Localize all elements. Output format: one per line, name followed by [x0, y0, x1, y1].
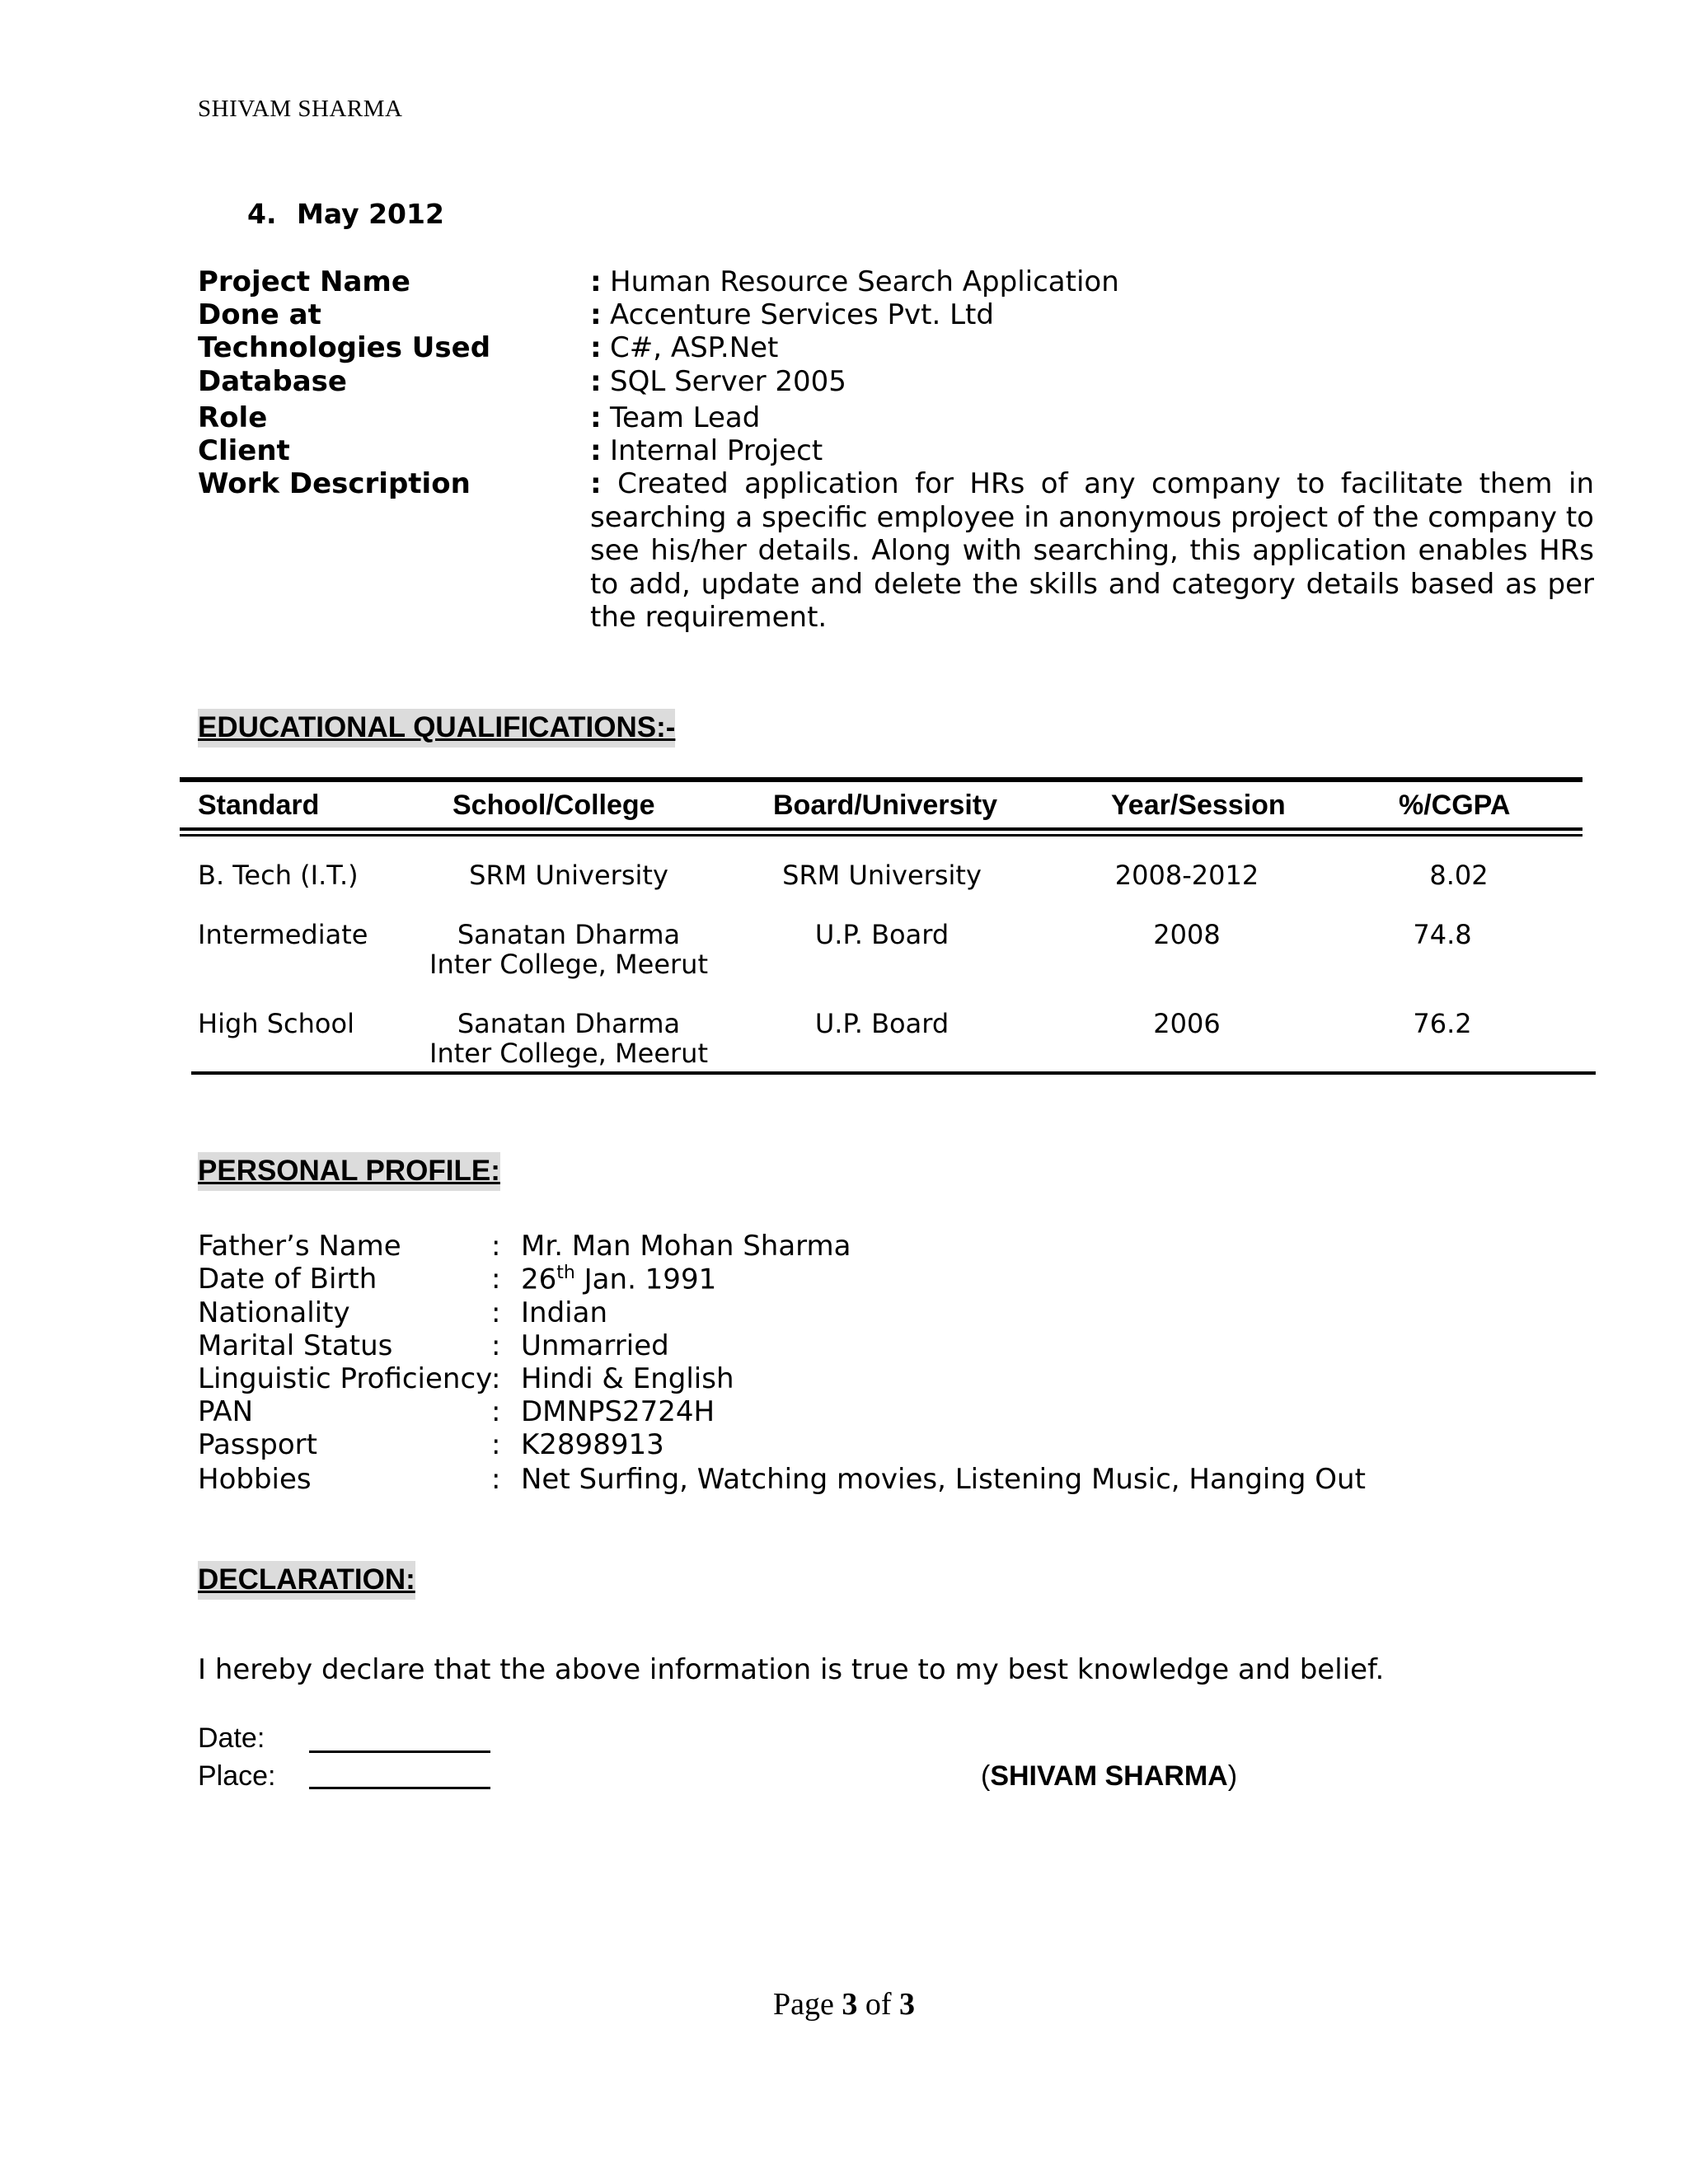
column-header-standard: Standard — [198, 790, 320, 821]
page-footer — [0, 1986, 1688, 2022]
profile-label: Passport — [198, 1428, 317, 1461]
cell-school-line1: SRM University — [469, 860, 668, 891]
date-line — [309, 1750, 490, 1753]
cell-school-line2: Inter College, Meerut — [429, 949, 708, 980]
project-description — [590, 467, 1594, 635]
cell-score: 76.2 — [1413, 1008, 1472, 1039]
project-heading — [247, 198, 444, 230]
project-number: 4. — [247, 198, 277, 230]
footer-total-pages: 3 — [899, 1987, 916, 2022]
cell-standard: B. Tech (I.T.) — [198, 860, 359, 891]
cell-standard: High School — [198, 1008, 354, 1039]
project-field-colon: : — [590, 401, 602, 434]
project-field-value: Accenture Services Pvt. Ltd — [610, 298, 994, 331]
signature-name — [981, 1760, 1237, 1793]
project-description-label: Work Description — [198, 467, 471, 500]
place-line — [309, 1787, 490, 1789]
footer-page-word: Page — [772, 1987, 834, 2022]
profile-value: Unmarried — [521, 1329, 669, 1362]
profile-value: Hindi & English — [521, 1362, 734, 1395]
project-description-colon: : — [590, 467, 602, 500]
footer-current-page: 3 — [842, 1987, 858, 2022]
project-field-colon: : — [590, 331, 602, 364]
signature-name-text: SHIVAM SHARMA — [990, 1760, 1228, 1792]
profile-colon: : — [491, 1230, 501, 1263]
profile-label: Nationality — [198, 1296, 350, 1329]
date-label: Date: — [198, 1722, 265, 1754]
cell-school — [396, 1009, 742, 1068]
profile-label: Father’s Name — [198, 1230, 401, 1263]
profile-label: Date of Birth — [198, 1263, 377, 1296]
declaration-text: I hereby declare that the above information is true to my best knowledge and belief. — [198, 1653, 1385, 1686]
profile-colon: : — [491, 1428, 501, 1461]
cell-school-line1: Sanatan Dharma — [457, 1008, 681, 1039]
cell-score: 8.02 — [1429, 860, 1489, 891]
cell-school-line2: Inter College, Meerut — [429, 1038, 708, 1069]
table-header-rule-double — [180, 834, 1582, 837]
profile-label: Linguistic Proficiency — [198, 1362, 493, 1395]
education-heading: EDUCATIONAL QUALIFICATIONS:- — [198, 709, 675, 748]
project-date: May 2012 — [297, 198, 444, 230]
table-header-rule — [180, 827, 1582, 831]
profile-colon: : — [491, 1329, 501, 1362]
profile-label: Hobbies — [198, 1463, 312, 1496]
profile-value: K2898913 — [521, 1428, 664, 1461]
profile-value-dob — [521, 1263, 716, 1296]
profile-colon: : — [491, 1362, 501, 1395]
table-bottom-rule — [191, 1071, 1596, 1075]
project-field-colon: : — [590, 298, 602, 331]
cell-board: U.P. Board — [814, 1008, 950, 1039]
project-field-value: Internal Project — [610, 434, 823, 467]
dob-day: 26 — [521, 1263, 557, 1296]
cell-year: 2008-2012 — [1114, 860, 1259, 891]
running-header-name: SHIVAM SHARMA — [198, 96, 403, 122]
signature-close-paren: ) — [1227, 1760, 1238, 1792]
dob-rest: Jan. 1991 — [574, 1263, 717, 1296]
cell-board: U.P. Board — [814, 919, 950, 950]
project-field-value: SQL Server 2005 — [610, 365, 846, 398]
cell-score: 74.8 — [1413, 919, 1472, 950]
cell-school — [396, 920, 742, 979]
profile-value: DMNPS2724H — [521, 1395, 715, 1428]
cell-standard: Intermediate — [198, 919, 368, 950]
project-field-label: Project Name — [198, 265, 410, 298]
profile-value: Indian — [521, 1296, 607, 1329]
cell-school — [396, 860, 742, 890]
project-field-value: Team Lead — [610, 401, 761, 434]
project-field-colon: : — [590, 434, 602, 467]
profile-colon: : — [491, 1463, 501, 1496]
cell-year: 2006 — [1153, 1008, 1221, 1039]
project-field-value: Human Resource Search Application — [610, 265, 1119, 298]
profile-colon: : — [491, 1263, 501, 1296]
column-header-board: Board/University — [773, 790, 998, 821]
footer-of-word: of — [865, 1987, 892, 2022]
personal-profile-heading: PERSONAL PROFILE: — [198, 1152, 500, 1191]
profile-value: Mr. Man Mohan Sharma — [521, 1230, 851, 1263]
project-field-label: Role — [198, 401, 268, 434]
project-field-label: Database — [198, 365, 347, 398]
profile-value: Net Surfing, Watching movies, Listening Music, Hanging Out — [521, 1463, 1366, 1496]
project-field-label: Done at — [198, 298, 321, 331]
dob-suffix: th — [556, 1263, 575, 1283]
project-field-colon: : — [590, 365, 602, 398]
signature-open-paren: ( — [981, 1760, 991, 1792]
column-header-school: School/College — [452, 790, 655, 821]
project-field-value: C#, ASP.Net — [610, 331, 779, 364]
project-field-label: Client — [198, 434, 290, 467]
project-field-label: Technologies Used — [198, 331, 491, 364]
project-field-colon: : — [590, 265, 602, 298]
profile-label: PAN — [198, 1395, 254, 1428]
profile-colon: : — [491, 1395, 501, 1428]
profile-colon: : — [491, 1296, 501, 1329]
column-header-year: Year/Session — [1111, 790, 1286, 821]
place-label: Place: — [198, 1760, 276, 1792]
column-header-score: %/CGPA — [1399, 790, 1511, 821]
declaration-heading: DECLARATION: — [198, 1561, 415, 1600]
cell-year: 2008 — [1153, 919, 1221, 950]
project-description-text: Created application for HRs of any company to facilitate them in searching a specific employee in anonymous project of the company to see his/her details. Along with searching, this application enables HRs to add, update and delete the skills and category details based as per the requirement. — [590, 467, 1594, 634]
cell-board: SRM University — [782, 860, 982, 891]
table-top-rule — [180, 777, 1582, 782]
profile-label: Marital Status — [198, 1329, 393, 1362]
cell-school-line1: Sanatan Dharma — [457, 919, 681, 950]
